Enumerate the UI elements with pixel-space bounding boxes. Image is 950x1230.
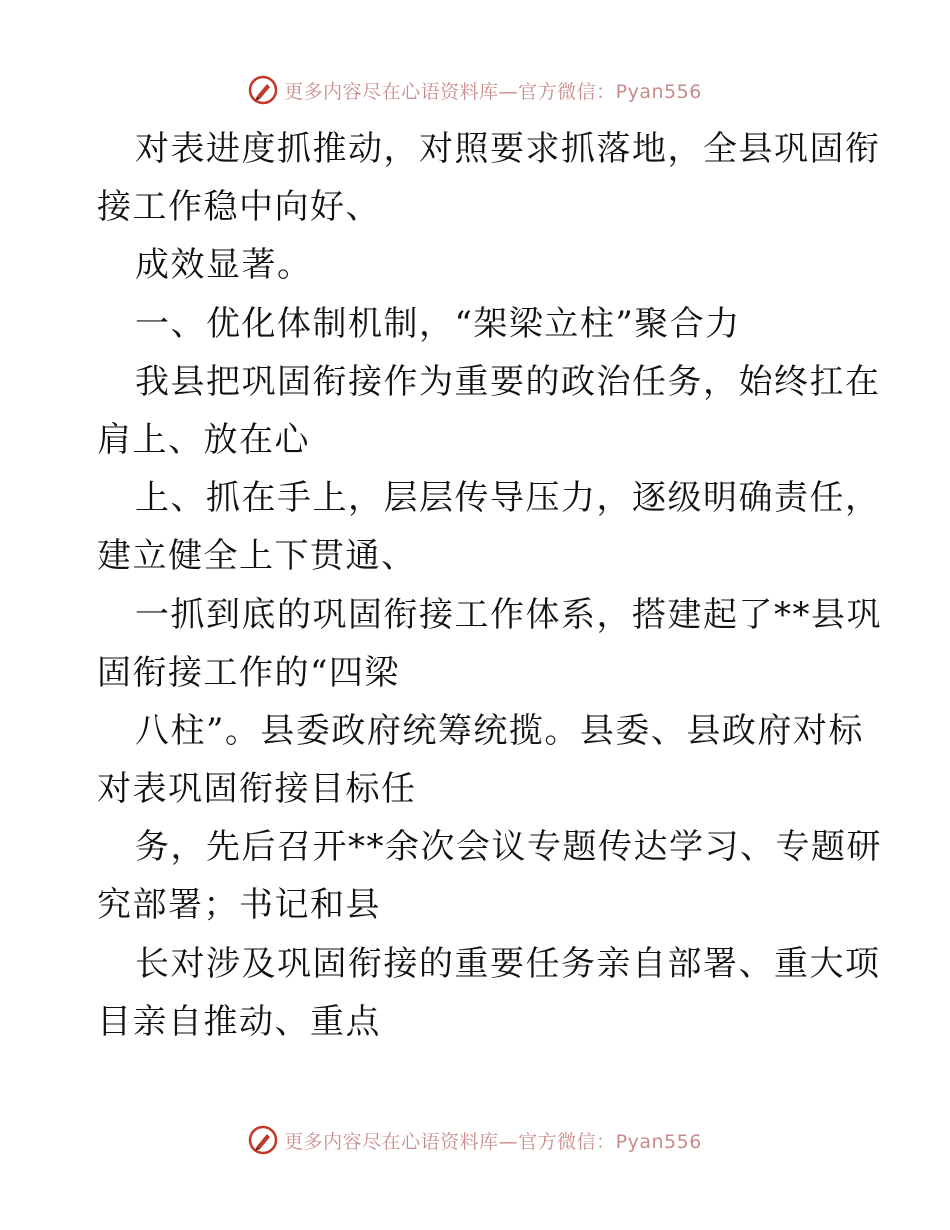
text-line: 建立健全上下贯通、 <box>97 536 417 577</box>
pen-logo-icon <box>248 1125 278 1155</box>
text-line: 目亲自推动、重点 <box>97 1001 381 1042</box>
text-line: 究部署；书记和县 <box>97 885 381 926</box>
footer-banner <box>0 1120 950 1160</box>
pen-logo-icon <box>248 75 278 105</box>
footer-banner-text: 更多内容尽在心语资料库—官方微信：Pyan556 <box>284 1130 702 1153</box>
text-line: 接工作稳中向好、 <box>97 187 381 228</box>
text-line: 长对涉及巩固衔接的重要任务亲自部署、重大项 <box>135 943 881 984</box>
text-line: 成效显著。 <box>135 245 313 286</box>
text-line: 务，先后召开**余次会议专题传达学习、专题研 <box>135 827 882 868</box>
text-line: 肩上、放在心 <box>97 419 310 460</box>
text-line: 固衔接工作的“四梁 <box>97 652 400 693</box>
header-banner-text: 更多内容尽在心语资料库—官方微信：Pyan556 <box>284 80 702 103</box>
text-line: 对表巩固衔接目标任 <box>97 769 417 810</box>
text-line: 八柱”。县委政府统筹统揽。县委、县政府对标 <box>135 710 864 751</box>
section-heading: 一、优化体制机制，“架梁立柱”聚合力 <box>135 303 741 344</box>
text-line: 一抓到底的巩固衔接工作体系，搭建起了**县巩 <box>135 594 882 635</box>
text-line: 我县把巩固衔接作为重要的政治任务，始终扛在 <box>135 361 881 402</box>
text-line: 上、抓在手上，层层传导压力，逐级明确责任， <box>135 478 881 519</box>
header-banner <box>0 70 950 110</box>
text-line: 对表进度抓推动，对照要求抓落地，全县巩固衔 <box>135 129 881 169</box>
document-body <box>97 120 882 1051</box>
